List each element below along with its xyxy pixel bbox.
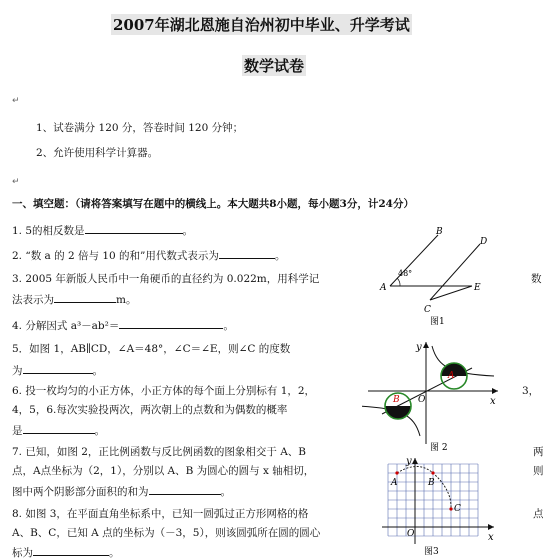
answer-blank[interactable]: [23, 363, 93, 374]
label-a: A: [380, 283, 387, 293]
question-5-line1: 5．如图 1，AB∥CD，∠A＝48°，∠C＝∠E，则∠C 的度数: [12, 343, 291, 355]
label-b: B: [393, 395, 400, 405]
paper-subtitle: 数学试卷: [244, 57, 305, 75]
question-8-right: 点: [533, 508, 544, 520]
label-b: B: [436, 227, 443, 237]
label-y: y: [406, 456, 412, 467]
label-e: E: [474, 283, 481, 293]
section-heading: 一、填空题：（请将答案填写在题中的横线上。本大题共8小题，每小题3分，计24分）: [12, 198, 414, 210]
figure-3: [378, 454, 500, 557]
paragraph-mark: ↵: [12, 96, 20, 106]
label-o: O: [407, 529, 415, 539]
answer-blank[interactable]: [23, 423, 95, 434]
label-y: y: [416, 342, 422, 353]
shaded-region-b: [385, 406, 411, 419]
question-3-right: 数: [531, 273, 542, 285]
instruction-1: 1、试卷满分 120 分，答卷时间 120 分钟；: [36, 122, 244, 134]
x-axis-arrow: [492, 388, 498, 394]
figure-3-caption: 图3: [424, 547, 439, 557]
question-5-prefix: 为: [12, 365, 23, 377]
label-x: x: [490, 396, 496, 407]
question-3-line1: 3. 2005 年新版人民币中一角硬币的直径约为 0.022m，用科学记: [12, 273, 320, 285]
question-6-line2: 4，5，6.每次实验投两次，两次朝上的点数和为偶数的概率: [12, 404, 288, 416]
question-8-line2: A、B、C，已知 A 点的坐标为（－3，5），则该圆弧所在圆的圆心: [12, 527, 321, 539]
question-3-prefix: 法表示为: [12, 294, 54, 306]
question-5-line2: 为 。: [12, 365, 103, 377]
answer-blank[interactable]: [54, 292, 116, 303]
label-a: A: [448, 371, 455, 381]
question-7-prefix: 图中两个阴影部分面积的和为: [12, 486, 149, 498]
question-7-right: 两: [533, 446, 544, 458]
figure-1: [370, 222, 500, 334]
question-7-line2: 点，A点坐标为（2，1），分别以 A、B 为圆心的圆与 x 轴相切，: [12, 465, 315, 477]
angle-label: 48°: [398, 269, 413, 278]
question-6-line3: 是 。: [12, 425, 105, 437]
question-4: 4. 分解因式 a³－ab²＝ 。: [12, 320, 234, 332]
label-o: O: [418, 395, 426, 405]
answer-blank[interactable]: [149, 484, 221, 495]
question-8-line3: 标为 。: [12, 547, 120, 559]
question-6-right: 3，: [522, 385, 540, 397]
label-c: C: [424, 305, 431, 315]
question-7-right2: 则: [533, 465, 544, 477]
exam-title: 2007年湖北恩施自治州初中毕业、升学考试: [113, 16, 410, 34]
question-1: 1. 5的相反数是 。: [12, 225, 194, 237]
label-x: x: [488, 532, 494, 543]
point-b: [431, 471, 434, 474]
label-c: C: [454, 504, 461, 514]
y-axis-arrow: [412, 458, 418, 464]
label-a: A: [391, 478, 398, 488]
x-axis-arrow: [488, 524, 494, 530]
point-c: [449, 507, 452, 510]
question-6-prefix: 是: [12, 425, 23, 437]
question-7-line1: 7. 已知，如图 2，正比例函数与反比例函数的图象相交于 A、B: [12, 446, 307, 458]
answer-blank[interactable]: [33, 545, 109, 556]
question-3-line2: [12, 292, 136, 307]
question-3-suffix: m。: [116, 294, 137, 306]
label-d: D: [480, 237, 488, 247]
figure-2: [362, 338, 508, 454]
question-2: 2. “数 a 的 2 倍与 10 的和”用代数式表示为 。: [12, 250, 286, 262]
answer-blank[interactable]: [219, 248, 275, 259]
question-8-line1: 8. 如图 3，在平面直角坐标系中，已知一圆弧过正方形网格的格: [12, 508, 309, 520]
figure-2-caption: 图 2: [430, 443, 448, 453]
question-7-line3: 图中两个阴影部分面积的和为 。: [12, 486, 231, 498]
question-4-text: 4. 分解因式 a³－ab²＝: [12, 320, 120, 332]
label-b: B: [428, 478, 435, 488]
y-axis-arrow: [423, 342, 429, 348]
question-6-line1: 6. 投一枚均匀的小正方体，小正方体的每个面上分别标有 1，2，: [12, 385, 316, 397]
angle-arc: [397, 278, 400, 286]
question-2-text: 2. “数 a 的 2 倍与 10 的和”用代数式表示为: [12, 250, 219, 262]
paragraph-mark: ↵: [12, 177, 20, 187]
point-a: [395, 471, 398, 474]
instruction-2: 2、允许使用科学计算器。: [36, 147, 159, 159]
question-8-prefix: 标为: [12, 547, 33, 559]
figure-1-caption: 图1: [430, 317, 445, 327]
question-1-text: 1. 5的相反数是: [12, 225, 85, 237]
answer-blank[interactable]: [119, 318, 223, 329]
answer-blank[interactable]: [85, 223, 183, 234]
grid: [388, 464, 478, 536]
